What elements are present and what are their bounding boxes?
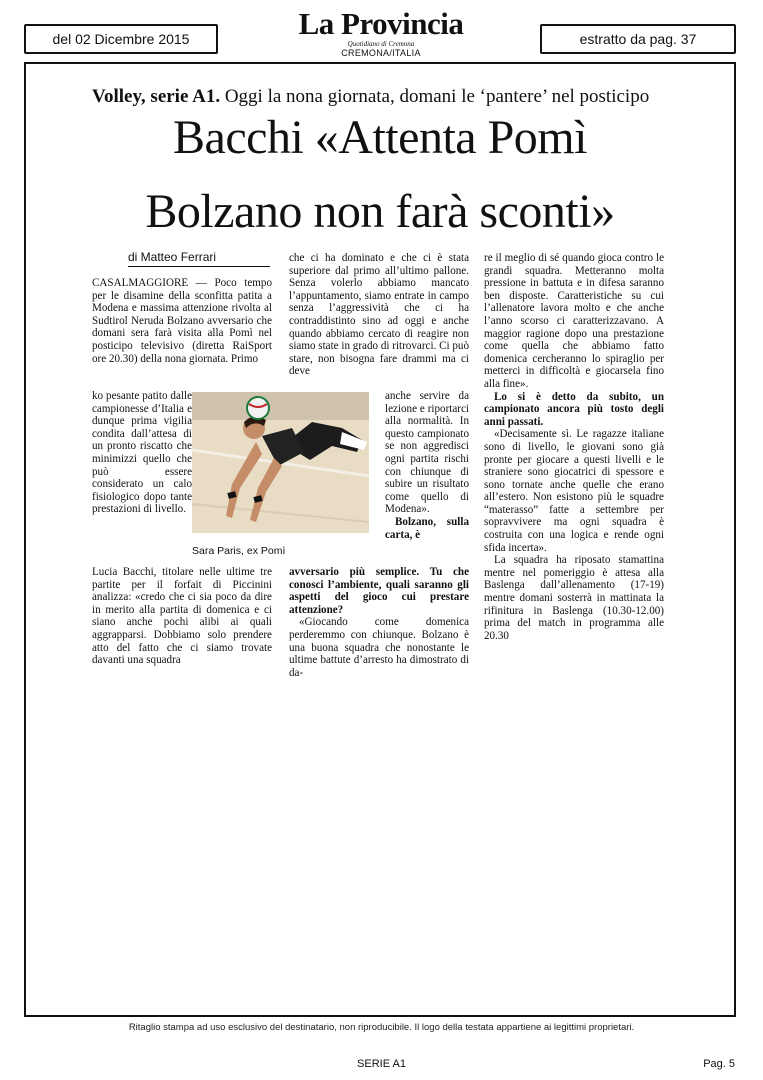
column-2-question: avversario più semplice. Tu che conosci l’ambiente, quali saranno gli aspetti del gioco cui prestare attenzione?	[289, 566, 469, 616]
column-1-bottom: Lucia Bacchi, titolare nelle ultime tre partite per il forfait di Piccinini analizza: «credo che ci sia poco da dire in merito alla partita di domenica e ci siano anche pochi alibi ai quali aggrapparsi. Dobbiamo solo prendere atto del fatto che ci siamo trovate davanti una squadra	[92, 566, 272, 667]
kicker-text: Oggi la nona giornata, domani le ‘pantere’ nel posticipo	[220, 86, 650, 107]
headline-line-1: Bacchi «Attenta Pomì	[173, 111, 587, 164]
source-page-ref: estratto da pag. 37	[540, 24, 736, 54]
player-diving-illustration	[192, 392, 369, 533]
column-2-answer: «Giocando come domenica perderemmo con chiunque. Bolzano è una buona squadra che nonostante le ultime battute d’arresto ha dimostrato di da-	[289, 616, 469, 679]
column-2-wrap-text: anche servire da lezione e riportarci alla normalità. In questo campionato se non aggredisci ogni partita rischi con chiunque di subire un risultato come quello di Modena».	[385, 390, 469, 516]
section-label: SERIE A1	[357, 1058, 406, 1070]
clipping-date: del 02 Dicembre 2015	[24, 24, 218, 54]
page-number: Pag. 5	[703, 1058, 735, 1070]
column-3-paragraph-3: La squadra ha riposato stamattina mentre nel pomeriggio è attesa alla Baslenga dall’allenamento (17-19) mentre domani sosterrà in mattinata la rifinitura in Baslenga (10.30-12.00) prima del match in programma alle 20.30	[484, 554, 664, 642]
column-2-bottom	[289, 566, 469, 679]
column-1-top: CASALMAGGIORE — Poco tempo per le disamine della sconfitta patita a Modena e massima attenzione rivolta al Sudtirol Neruda Bolzano avversario che domani sera farà visita alla Pomì nel posticipo televisivo (diretta RaiSport ore 20.30) della nona giornata. Primo	[92, 277, 272, 365]
column-1-photo-wrap: ko pesante patito dalle campionesse d’Italia e dunque prima vigilia condita dall’attesa di un pronto riscatto che minimizzi quello che può essere considerato un calo fisiologico dopo tante prestazioni di livello.	[92, 390, 192, 516]
copyright-note: Ritaglio stampa ad uso esclusivo del destinatario, non riproducibile. Il logo della testata appartiene ai legittimi proprietari.	[128, 1022, 635, 1033]
column-3-question: Lo si è detto da subito, un campionato ancora più tosto degli anni passati.	[484, 390, 664, 428]
kicker-topic: Volley, serie A1.	[92, 86, 221, 107]
masthead-city: CREMONA/ITALIA	[341, 48, 421, 58]
volleyball-player-photo	[192, 392, 369, 533]
column-2-question-start: Bolzano, sulla carta, è	[385, 515, 469, 541]
byline: di Matteo Ferrari	[128, 250, 270, 267]
masthead-logo: La Provincia	[298, 6, 464, 41]
column-3-paragraph-2: «Decisamente sì. Le ragazze italiane sono di livello, le giovani sono già pronte per giocare a questi livelli e le straniere sono giocatrici di spessore e sono tornate anche quelle che erano all’estero. Non esistono più le squadre “materasso” fatte a settembre per sopravvivere ma ogni squadra è costruita con una logica e rende ogni sfida incerta».	[484, 428, 664, 554]
column-2-photo-wrap	[385, 390, 469, 541]
article-kicker	[92, 86, 672, 108]
column-3-paragraph-1: re il meglio di sé quando gioca contro le grandi squadra. Metteranno molta pressione in battuta e in difesa saranno ben disposte. Caratteristiche su cui l’allenatore lavora molto e che anche l’anno scorso ci caratterizzavano. A maggior ragione dopo una prestazione come quella che abbiamo fatto domenica cercheranno lo spiraglio per metterci in difficoltà e giocarsela fino alla fine».	[484, 252, 664, 390]
photo-caption: Sara Paris, ex Pomì	[192, 545, 286, 557]
masthead-subtitle: Quotidiano di Cremona	[347, 40, 415, 48]
newspaper-masthead	[270, 8, 492, 58]
column-3	[484, 252, 664, 642]
headline-line-2: Bolzano non farà sconti»	[145, 185, 615, 238]
column-2-top: che ci ha dominato e che ci è stata superiore dal primo all’ultimo pallone. Senza volerlo abbiamo mancato l’appuntamento, siamo entrate in campo senza l’aggressività che ci ha contraddistinto sino ad oggi e anche quando abbiamo cercato di reagire non siamo state in grado di ritrovarci. Ci può stare, non bisogna fare drammi ma ci deve	[289, 252, 469, 378]
